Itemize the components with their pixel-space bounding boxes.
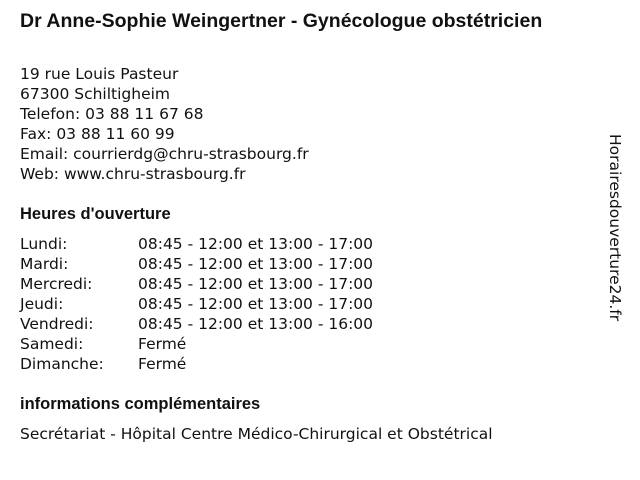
hours-row-wednesday: [20, 274, 373, 294]
website: Web: www.chru-strasbourg.fr: [20, 165, 246, 183]
day-label: Mardi:: [20, 255, 69, 273]
day-hours: Fermé: [138, 355, 187, 373]
hours-row-saturday: [20, 334, 373, 354]
page-title: Dr Anne-Sophie Weingertner - Gynécologue obstétricien: [20, 10, 543, 32]
additional-info-text: Secrétariat - Hôpital Centre Médico-Chirurgical et Obstétrical: [20, 425, 493, 443]
day-hours: Fermé: [138, 335, 187, 353]
hours-row-sunday: [20, 354, 373, 374]
city-address: 67300 Schiltigheim: [20, 85, 171, 103]
hours-row-friday: [20, 314, 373, 334]
day-hours: 08:45 - 12:00 et 13:00 - 17:00: [138, 255, 374, 273]
fax-number: Fax: 03 88 11 60 99: [20, 125, 175, 143]
address-block: [20, 64, 309, 184]
day-label: Dimanche:: [20, 355, 104, 373]
day-hours: 08:45 - 12:00 et 13:00 - 17:00: [138, 275, 374, 293]
day-label: Mercredi:: [20, 275, 93, 293]
day-hours: 08:45 - 12:00 et 13:00 - 16:00: [138, 315, 374, 333]
day-hours: 08:45 - 12:00 et 13:00 - 17:00: [138, 295, 374, 313]
hours-row-thursday: [20, 294, 373, 314]
opening-hours-heading: Heures d'ouverture: [20, 205, 171, 223]
day-label: Jeudi:: [20, 295, 64, 313]
street-address: 19 rue Louis Pasteur: [20, 65, 179, 83]
hours-row-tuesday: [20, 254, 373, 274]
site-watermark: Horairesdouverture24.fr: [606, 134, 624, 322]
opening-hours-table: [20, 234, 373, 374]
hours-row-monday: [20, 234, 373, 254]
day-label: Samedi:: [20, 335, 84, 353]
phone-number: Telefon: 03 88 11 67 68: [20, 105, 204, 123]
day-label: Lundi:: [20, 235, 68, 253]
additional-info-heading: informations complémentaires: [20, 395, 261, 413]
day-hours: 08:45 - 12:00 et 13:00 - 17:00: [138, 235, 374, 253]
day-label: Vendredi:: [20, 315, 94, 333]
email-address: Email: courrierdg@chru-strasbourg.fr: [20, 145, 309, 163]
